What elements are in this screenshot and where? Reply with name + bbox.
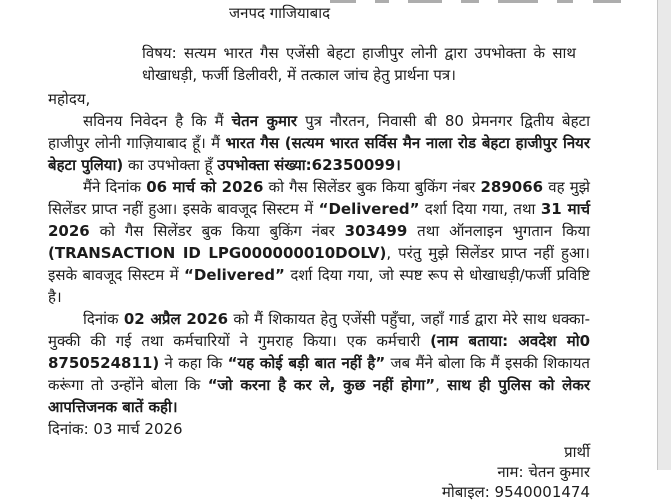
text-segment: , परंतु मुझे सिलेंडर प्राप्त नहीं हुआ। इसके बावजूद सिस्टम में: [48, 244, 590, 284]
text-segment: का उपभोक्ता हूँ: [123, 156, 218, 174]
body-paragraph-2: [48, 176, 590, 308]
date-line: दिनांक: 03 मार्च 2026: [48, 420, 183, 438]
bold-text-segment: साथ ही पुलिस को लेकर आपत्तिजनक बातें कही।: [48, 376, 591, 416]
text-segment: जब मैंने बोला कि मैं इसकी शिकायत करूंगा तो उन्होंने बोला कि: [48, 354, 590, 394]
bold-text-segment: भारत गैस (सत्यम भारत सर्विस मैन नाला रोड बेहटा हाजीपुर नियर बेहटा पुलिया): [48, 134, 590, 174]
bold-text-segment: 06 मार्च को 2026: [146, 178, 264, 196]
text-segment: दिनांक: [83, 310, 124, 328]
bold-text-segment: “यह कोई बड़ी बात नहीं है”: [227, 354, 386, 372]
text-segment: ,: [435, 376, 448, 394]
text-segment: सविनय निवेदन है कि मैं: [83, 112, 232, 130]
body-paragraph-3: [48, 308, 590, 418]
bold-text-segment: 31 मार्च 2026: [48, 200, 590, 240]
text-segment: दर्शा दिया गया, तथा: [419, 200, 541, 218]
text-segment: को गैस सिलेंडर बुक किया बुकिंग नंबर: [263, 178, 481, 196]
letter-body: [48, 0, 590, 502]
page-edge-strip: [657, 0, 671, 470]
applicant-title: प्रार्थी: [564, 443, 590, 461]
bold-text-segment: 02 अप्रैल 2026: [123, 310, 229, 328]
applicant-mobile: मोबाइल: 9540001474: [441, 483, 590, 501]
subject-line: विषय: सत्यम भारत गैस एजेंसी बेहटा हाजीपुर लोनी द्वारा उपभोक्ता के साथ धोखाधड़ी, फर्जी डिलीवरी, में तत्काल जांच हेतु प्रार्थना पत्र।: [142, 44, 576, 84]
text-segment: दर्शा दिया गया, जो स्पष्ट रूप से धोखाधड़ी/फर्जी प्रविष्टि है।: [48, 266, 590, 306]
bold-text-segment: “Delivered”: [318, 200, 420, 218]
signature-block: [48, 442, 590, 502]
cropped-glyph-mark: [593, 0, 621, 3]
bold-text-segment: (नाम बताया: अवदेश मो0 8750524811): [48, 332, 591, 372]
bold-text-segment: चेतन कुमार: [231, 112, 298, 130]
body-paragraph-1: [48, 110, 590, 176]
text-segment: मैंने दिनांक: [83, 178, 147, 196]
district-heading: जनपद गाजियाबाद: [229, 4, 331, 22]
applicant-name: नाम: चेतन कुमार: [497, 463, 590, 481]
bold-text-segment: 303499: [344, 222, 408, 240]
text-segment: तथा ऑनलाइन भुगतान किया: [407, 222, 590, 240]
bold-text-segment: 289066: [480, 178, 544, 196]
text-segment: ने कहा कि: [159, 354, 228, 372]
bold-text-segment: “Delivered”: [184, 266, 285, 284]
text-segment: वह मुझे सिलेंडर प्राप्त नहीं हुआ। इसके बावजूद सिस्टम में: [48, 178, 591, 218]
bold-text-segment: उपभोक्ता संख्या:62350099।: [217, 156, 401, 174]
text-segment: को मैं शिकायत हेतु एजेंसी पहुँचा, जहाँ गार्ड द्वारा मेरे साथ धक्का-मुक्की की गई तथा कर्मचारियों ने गुमराह किया। एक कर्मचारी: [48, 310, 590, 350]
text-segment: को गैस सिलेंडर बुक किया बुकिंग नंबर: [89, 222, 345, 240]
bold-text-segment: (TRANSACTION ID LPG000000010DOLV): [48, 244, 387, 262]
salutation: महोदय,: [48, 90, 91, 108]
text-segment: पुत्र नौरतन, निवासी बी 80 प्रेमनगर द्वितीय बेहटा हाजीपुर लोनी गाज़ियाबाद हूँ। मैं: [48, 112, 590, 152]
bold-text-segment: “जो करना है कर ले, कुछ नहीं होगा”: [207, 376, 436, 394]
